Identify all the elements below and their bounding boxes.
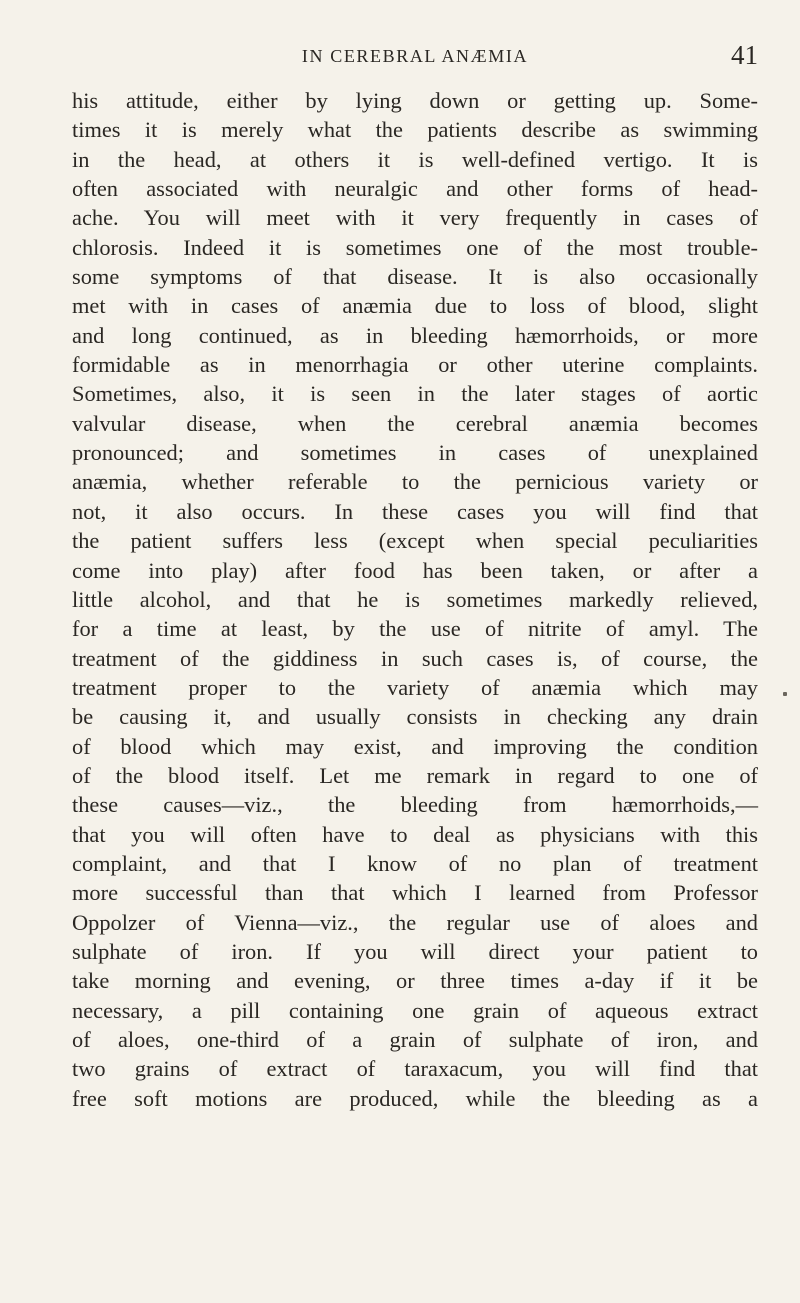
page-number: 41 [731, 40, 758, 70]
text-line: met with in cases of anæmia due to loss of blood, slight [72, 293, 758, 319]
text-line: valvular disease, when the cerebral anæmia becomes [72, 410, 758, 436]
text-line: take morning and evening, or three times a-day if it be [72, 968, 758, 994]
text-line: little alcohol, and that he is sometimes markedly relieved, [72, 586, 758, 612]
body-text [72, 86, 758, 1113]
text-line: his attitude, either by lying down or getting up. Some- [72, 88, 758, 113]
text-line: of blood which may exist, and improving the condition [72, 733, 758, 759]
text-line: chlorosis. Indeed it is sometimes one of the most trouble- [72, 234, 758, 260]
text-line: often associated with neuralgic and other forms of head- [72, 176, 758, 202]
text-line: formidable as in menorrhagia or other uterine complaints. [72, 352, 758, 378]
text-line: treatment proper to the variety of anæmia which may [72, 674, 758, 700]
text-line: sulphate of iron. If you will direct your patient to [72, 938, 758, 964]
text-line: pronounced; and sometimes in cases of unexplained [72, 440, 758, 466]
text-line: ache. You will meet with it very frequently in cases of [72, 205, 758, 231]
text-line: come into play) after food has been taken, or after a [72, 557, 758, 583]
running-title: IN CEREBRAL ANÆMIA [301, 46, 529, 66]
text-line: complaint, and that I know of no plan of treatment [72, 850, 758, 876]
text-line: not, it also occurs. In these cases you will find that [72, 498, 758, 524]
text-line: and long continued, as in bleeding hæmorrhoids, or more [72, 322, 758, 348]
text-line: free soft motions are produced, while the bleeding as a [72, 1085, 758, 1111]
text-line: of aloes, one-third of a grain of sulphate of iron, and [72, 1027, 758, 1052]
text-line: anæmia, whether referable to the pernicious variety or [72, 469, 758, 495]
text-line: Sometimes, also, it is seen in the later stages of aortic [72, 381, 758, 407]
text-line: in the head, at others it is well-defined vertigo. It is [72, 146, 758, 172]
text-line: two grains of extract of taraxacum, you will find that [72, 1056, 758, 1082]
text-line: necessary, a pill containing one grain of aqueous extract [72, 997, 758, 1023]
text-line: be causing it, and usually consists in checking any drain [72, 704, 758, 730]
text-line: for a time at least, by the use of nitrite of amyl. The [72, 616, 758, 642]
text-line: treatment of the giddiness in such cases is, of course, the [72, 645, 758, 671]
text-line: more successful than that which I learned from Professor [72, 880, 758, 906]
text-line: of the blood itself. Let me remark in regard to one of [72, 762, 758, 788]
running-head [72, 40, 758, 76]
text-line: the patient suffers less (except when special peculiarities [72, 528, 758, 554]
text-line: Oppolzer of Vienna—viz., the regular use of aloes and [72, 909, 758, 935]
margin-speck [783, 692, 787, 696]
text-line: some symptoms of that disease. It is also occasionally [72, 264, 758, 290]
text-line: that you will often have to deal as physicians with this [72, 821, 758, 847]
text-line: these causes—viz., the bleeding from hæmorrhoids,— [72, 792, 758, 818]
text-line: times it is merely what the patients describe as swimming [72, 117, 758, 143]
